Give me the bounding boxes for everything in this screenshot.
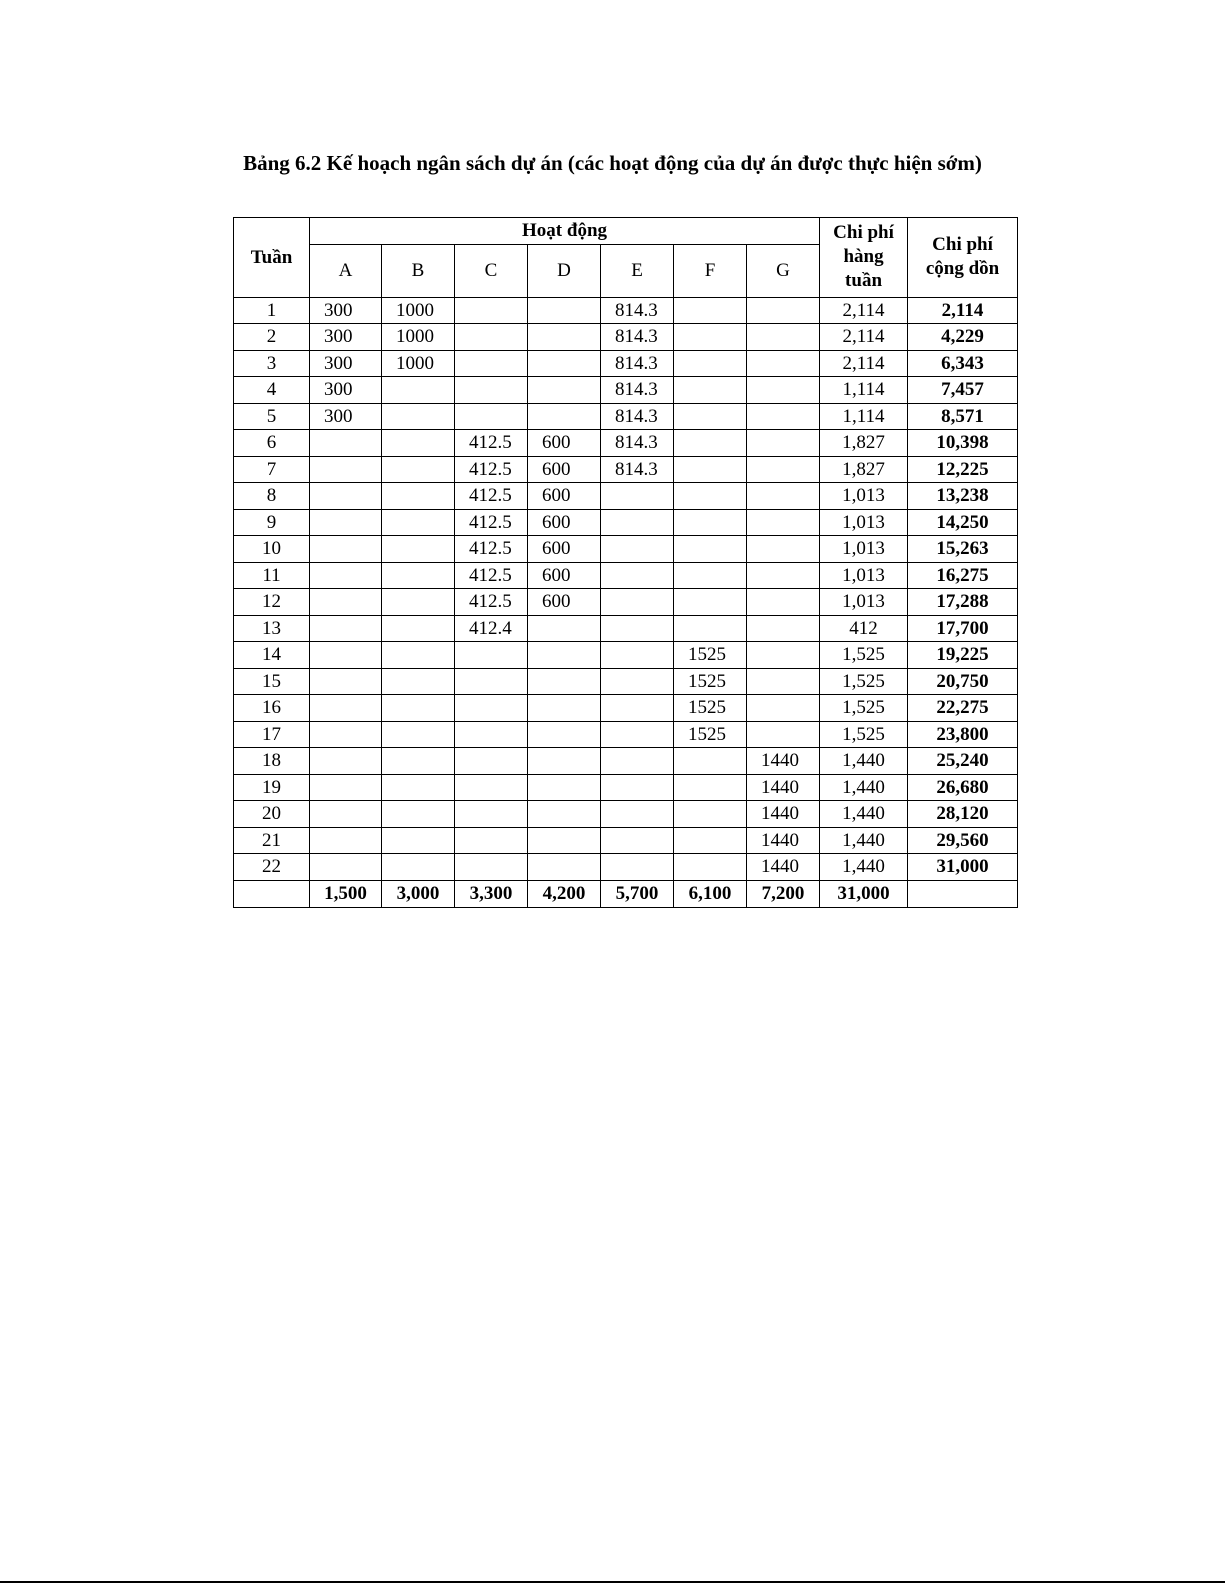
cell-activity-d: 600	[528, 536, 601, 563]
cell-activity-b	[382, 536, 455, 563]
cell-activity-g	[747, 403, 820, 430]
cell-activity-e	[601, 721, 674, 748]
cell-activity-b	[382, 509, 455, 536]
table-row	[234, 589, 1018, 616]
cell-weekly-cost: 1,525	[820, 721, 908, 748]
cell-activity-g: 1440	[747, 827, 820, 854]
table-row	[234, 668, 1018, 695]
cell-activity-d	[528, 297, 601, 324]
cell-cumulative-cost: 12,225	[908, 456, 1018, 483]
cell-activity-e: 814.3	[601, 350, 674, 377]
header-week: Tuần	[234, 218, 310, 298]
cell-activity-d	[528, 350, 601, 377]
cell-weekly-cost: 1,827	[820, 430, 908, 457]
cell-activity-a	[310, 695, 382, 722]
table-row	[234, 721, 1018, 748]
table-row	[234, 748, 1018, 775]
cell-activity-e	[601, 562, 674, 589]
table-row	[234, 695, 1018, 722]
cell-activity-e	[601, 642, 674, 669]
table-row	[234, 642, 1018, 669]
cell-activity-g	[747, 297, 820, 324]
cell-activity-b	[382, 377, 455, 404]
cell-activity-b	[382, 562, 455, 589]
table-row	[234, 456, 1018, 483]
cell-activity-f	[674, 509, 747, 536]
cell-activity-c	[455, 854, 528, 881]
cell-weekly-cost: 1,440	[820, 748, 908, 775]
cell-activity-g	[747, 589, 820, 616]
cell-activity-a: 300	[310, 377, 382, 404]
cell-weekly-cost: 1,013	[820, 536, 908, 563]
cell-activity-c: 412.4	[455, 615, 528, 642]
cell-activity-e	[601, 827, 674, 854]
cell-activity-f	[674, 536, 747, 563]
cell-weekly-cost: 1,827	[820, 456, 908, 483]
header-cumulative-cost-line-2: cộng dồn	[925, 258, 1000, 280]
cell-activity-f	[674, 377, 747, 404]
cell-activity-d: 600	[528, 509, 601, 536]
cell-activity-g	[747, 562, 820, 589]
total-cell-activity-e: 5,700	[601, 880, 674, 907]
cell-activity-g	[747, 721, 820, 748]
cell-activity-c	[455, 297, 528, 324]
total-cell-cumulative-cost	[908, 880, 1018, 907]
table-row	[234, 509, 1018, 536]
cell-activity-b: 1000	[382, 297, 455, 324]
cell-cumulative-cost: 19,225	[908, 642, 1018, 669]
cell-cumulative-cost: 14,250	[908, 509, 1018, 536]
cell-activity-f	[674, 403, 747, 430]
total-cell-week	[234, 880, 310, 907]
cell-activity-f	[674, 483, 747, 510]
table-row	[234, 350, 1018, 377]
cell-activity-a	[310, 430, 382, 457]
cell-activity-e: 814.3	[601, 377, 674, 404]
cell-cumulative-cost: 10,398	[908, 430, 1018, 457]
table-row	[234, 774, 1018, 801]
page-bottom-rule	[0, 1581, 1225, 1583]
cell-activity-g	[747, 615, 820, 642]
cell-week: 18	[234, 748, 310, 775]
cell-activity-f: 1525	[674, 721, 747, 748]
cell-activity-a	[310, 748, 382, 775]
cell-week: 19	[234, 774, 310, 801]
cell-activity-a: 300	[310, 324, 382, 351]
cell-weekly-cost: 1,013	[820, 483, 908, 510]
header-activity-e: E	[601, 244, 674, 297]
cell-cumulative-cost: 16,275	[908, 562, 1018, 589]
cell-activity-d	[528, 748, 601, 775]
cell-activity-f	[674, 350, 747, 377]
cell-cumulative-cost: 17,288	[908, 589, 1018, 616]
cell-activity-b	[382, 430, 455, 457]
cell-activity-g	[747, 377, 820, 404]
cell-weekly-cost: 1,525	[820, 642, 908, 669]
cell-activity-a	[310, 536, 382, 563]
cell-activity-c	[455, 642, 528, 669]
cell-week: 17	[234, 721, 310, 748]
budget-table	[233, 217, 1018, 908]
table-row	[234, 854, 1018, 881]
cell-activity-g	[747, 695, 820, 722]
cell-cumulative-cost: 28,120	[908, 801, 1018, 828]
cell-activity-d	[528, 695, 601, 722]
totals-row	[234, 880, 1018, 907]
cell-activity-b	[382, 721, 455, 748]
header-cumulative-cost-line-1: Chi phí	[932, 234, 993, 256]
cell-activity-c	[455, 748, 528, 775]
table-row	[234, 827, 1018, 854]
cell-activity-d: 600	[528, 430, 601, 457]
page-title: Bảng 6.2 Kế hoạch ngân sách dự án (các hoạt động của dự án được thực hiện sớm)	[243, 151, 982, 175]
cell-cumulative-cost: 7,457	[908, 377, 1018, 404]
cell-week: 9	[234, 509, 310, 536]
cell-week: 5	[234, 403, 310, 430]
cell-activity-g: 1440	[747, 748, 820, 775]
cell-activity-f	[674, 774, 747, 801]
cell-activity-a: 300	[310, 403, 382, 430]
cell-activity-g	[747, 430, 820, 457]
cell-week: 11	[234, 562, 310, 589]
cell-activity-d	[528, 324, 601, 351]
total-cell-activity-a: 1,500	[310, 880, 382, 907]
cell-weekly-cost: 1,440	[820, 827, 908, 854]
cell-cumulative-cost: 29,560	[908, 827, 1018, 854]
cell-activity-b	[382, 774, 455, 801]
cell-activity-e	[601, 854, 674, 881]
cell-activity-f	[674, 430, 747, 457]
cell-activity-f	[674, 297, 747, 324]
cell-activity-d: 600	[528, 456, 601, 483]
cell-activity-c: 412.5	[455, 589, 528, 616]
cell-weekly-cost: 1,114	[820, 403, 908, 430]
cell-activity-c: 412.5	[455, 430, 528, 457]
cell-week: 8	[234, 483, 310, 510]
table-row	[234, 562, 1018, 589]
cell-cumulative-cost: 31,000	[908, 854, 1018, 881]
cell-activity-c: 412.5	[455, 536, 528, 563]
cell-weekly-cost: 2,114	[820, 297, 908, 324]
cell-activity-g	[747, 509, 820, 536]
header-cumulative-cost	[908, 218, 1018, 298]
cell-weekly-cost: 1,013	[820, 562, 908, 589]
header-row-top	[234, 218, 1018, 245]
cell-activity-a	[310, 854, 382, 881]
cell-activity-e	[601, 748, 674, 775]
cell-week: 10	[234, 536, 310, 563]
cell-activity-e	[601, 668, 674, 695]
cell-weekly-cost: 1,525	[820, 695, 908, 722]
table-row	[234, 430, 1018, 457]
cell-activity-d	[528, 377, 601, 404]
cell-activity-g: 1440	[747, 774, 820, 801]
cell-activity-d	[528, 403, 601, 430]
cell-cumulative-cost: 6,343	[908, 350, 1018, 377]
cell-activity-c: 412.5	[455, 456, 528, 483]
cell-activity-c	[455, 350, 528, 377]
cell-activity-b	[382, 456, 455, 483]
cell-activity-e	[601, 589, 674, 616]
cell-activity-g	[747, 324, 820, 351]
cell-activity-d	[528, 721, 601, 748]
header-weekly-cost-line-3: tuần	[845, 270, 883, 292]
cell-activity-e: 814.3	[601, 324, 674, 351]
cell-week: 6	[234, 430, 310, 457]
cell-cumulative-cost: 23,800	[908, 721, 1018, 748]
cell-activity-b	[382, 668, 455, 695]
cell-activity-a	[310, 589, 382, 616]
header-activity-d: D	[528, 244, 601, 297]
cell-cumulative-cost: 22,275	[908, 695, 1018, 722]
cell-week: 16	[234, 695, 310, 722]
cell-activity-c	[455, 324, 528, 351]
cell-activity-d	[528, 615, 601, 642]
cell-activity-a	[310, 642, 382, 669]
cell-week: 15	[234, 668, 310, 695]
cell-week: 12	[234, 589, 310, 616]
cell-week: 2	[234, 324, 310, 351]
cell-activity-b	[382, 854, 455, 881]
table-row	[234, 377, 1018, 404]
cell-weekly-cost: 2,114	[820, 324, 908, 351]
header-activity-f: F	[674, 244, 747, 297]
cell-activity-a	[310, 721, 382, 748]
cell-week: 22	[234, 854, 310, 881]
cell-cumulative-cost: 26,680	[908, 774, 1018, 801]
header-activity-b: B	[382, 244, 455, 297]
cell-activity-b	[382, 801, 455, 828]
cell-activity-a	[310, 774, 382, 801]
cell-activity-a: 300	[310, 350, 382, 377]
cell-week: 13	[234, 615, 310, 642]
cell-activity-b	[382, 615, 455, 642]
header-activities: Hoạt động	[310, 218, 820, 245]
cell-activity-f: 1525	[674, 695, 747, 722]
cell-activity-d: 600	[528, 562, 601, 589]
cell-activity-c	[455, 801, 528, 828]
cell-activity-a	[310, 827, 382, 854]
cell-activity-g	[747, 642, 820, 669]
cell-week: 21	[234, 827, 310, 854]
cell-activity-g	[747, 668, 820, 695]
cell-activity-f	[674, 827, 747, 854]
cell-activity-e	[601, 536, 674, 563]
total-cell-weekly-cost: 31,000	[820, 880, 908, 907]
cell-week: 4	[234, 377, 310, 404]
cell-activity-g	[747, 536, 820, 563]
header-activity-c: C	[455, 244, 528, 297]
cell-activity-f	[674, 456, 747, 483]
cell-weekly-cost: 1,440	[820, 854, 908, 881]
cell-activity-e	[601, 695, 674, 722]
cell-activity-b	[382, 748, 455, 775]
header-weekly-cost	[820, 218, 908, 298]
total-cell-activity-f: 6,100	[674, 880, 747, 907]
cell-activity-b	[382, 589, 455, 616]
cell-activity-e	[601, 509, 674, 536]
cell-activity-a	[310, 562, 382, 589]
cell-activity-a: 300	[310, 297, 382, 324]
cell-activity-b: 1000	[382, 350, 455, 377]
header-activity-g: G	[747, 244, 820, 297]
header-weekly-cost-line-1: Chi phí	[833, 222, 894, 244]
cell-week: 1	[234, 297, 310, 324]
cell-activity-b	[382, 695, 455, 722]
cell-activity-f: 1525	[674, 642, 747, 669]
total-cell-activity-g: 7,200	[747, 880, 820, 907]
table-row	[234, 536, 1018, 563]
cell-activity-b	[382, 827, 455, 854]
table-row	[234, 801, 1018, 828]
cell-activity-g: 1440	[747, 801, 820, 828]
cell-activity-f: 1525	[674, 668, 747, 695]
cell-activity-a	[310, 668, 382, 695]
cell-activity-g	[747, 350, 820, 377]
cell-activity-d	[528, 801, 601, 828]
cell-activity-e	[601, 615, 674, 642]
cell-weekly-cost: 1,440	[820, 801, 908, 828]
table-row	[234, 615, 1018, 642]
cell-activity-d: 600	[528, 483, 601, 510]
cell-activity-d	[528, 642, 601, 669]
cell-week: 14	[234, 642, 310, 669]
cell-week: 7	[234, 456, 310, 483]
cell-activity-f	[674, 324, 747, 351]
cell-week: 3	[234, 350, 310, 377]
table-row	[234, 297, 1018, 324]
cell-activity-a	[310, 615, 382, 642]
cell-activity-b	[382, 403, 455, 430]
table-row	[234, 483, 1018, 510]
cell-weekly-cost: 1,440	[820, 774, 908, 801]
cell-weekly-cost: 412	[820, 615, 908, 642]
cell-cumulative-cost: 2,114	[908, 297, 1018, 324]
total-cell-activity-d: 4,200	[528, 880, 601, 907]
cell-activity-b: 1000	[382, 324, 455, 351]
cell-cumulative-cost: 15,263	[908, 536, 1018, 563]
budget-table-container	[233, 217, 1018, 908]
cell-cumulative-cost: 8,571	[908, 403, 1018, 430]
cell-cumulative-cost: 17,700	[908, 615, 1018, 642]
cell-activity-e: 814.3	[601, 430, 674, 457]
header-activity-a: A	[310, 244, 382, 297]
cell-activity-a	[310, 801, 382, 828]
cell-activity-d	[528, 774, 601, 801]
cell-activity-d: 600	[528, 589, 601, 616]
total-cell-activity-c: 3,300	[455, 880, 528, 907]
cell-activity-g: 1440	[747, 854, 820, 881]
cell-activity-c	[455, 827, 528, 854]
cell-activity-a	[310, 509, 382, 536]
table-row	[234, 324, 1018, 351]
cell-activity-c	[455, 377, 528, 404]
cell-activity-c	[455, 695, 528, 722]
cell-activity-b	[382, 483, 455, 510]
cell-activity-f	[674, 589, 747, 616]
cell-activity-f	[674, 562, 747, 589]
cell-weekly-cost: 1,114	[820, 377, 908, 404]
cell-week: 20	[234, 801, 310, 828]
cell-activity-f	[674, 615, 747, 642]
cell-activity-c: 412.5	[455, 483, 528, 510]
table-body	[234, 297, 1018, 907]
cell-activity-e	[601, 774, 674, 801]
cell-cumulative-cost: 25,240	[908, 748, 1018, 775]
header-weekly-cost-line-2: hàng	[843, 246, 884, 268]
cell-activity-g	[747, 483, 820, 510]
cell-cumulative-cost: 13,238	[908, 483, 1018, 510]
cell-activity-e: 814.3	[601, 403, 674, 430]
cell-activity-c: 412.5	[455, 562, 528, 589]
cell-activity-e	[601, 483, 674, 510]
cell-activity-c: 412.5	[455, 509, 528, 536]
cell-cumulative-cost: 20,750	[908, 668, 1018, 695]
cell-activity-e: 814.3	[601, 297, 674, 324]
cell-activity-c	[455, 668, 528, 695]
cell-activity-d	[528, 854, 601, 881]
cell-weekly-cost: 1,013	[820, 589, 908, 616]
cell-activity-c	[455, 403, 528, 430]
cell-activity-g	[747, 456, 820, 483]
cell-activity-f	[674, 748, 747, 775]
total-cell-activity-b: 3,000	[382, 880, 455, 907]
cell-activity-c	[455, 774, 528, 801]
table-row	[234, 403, 1018, 430]
cell-activity-f	[674, 854, 747, 881]
cell-activity-e	[601, 801, 674, 828]
cell-activity-d	[528, 668, 601, 695]
cell-activity-c	[455, 721, 528, 748]
cell-cumulative-cost: 4,229	[908, 324, 1018, 351]
cell-weekly-cost: 2,114	[820, 350, 908, 377]
cell-weekly-cost: 1,525	[820, 668, 908, 695]
cell-weekly-cost: 1,013	[820, 509, 908, 536]
cell-activity-a	[310, 456, 382, 483]
cell-activity-e: 814.3	[601, 456, 674, 483]
cell-activity-b	[382, 642, 455, 669]
cell-activity-a	[310, 483, 382, 510]
cell-activity-d	[528, 827, 601, 854]
cell-activity-f	[674, 801, 747, 828]
